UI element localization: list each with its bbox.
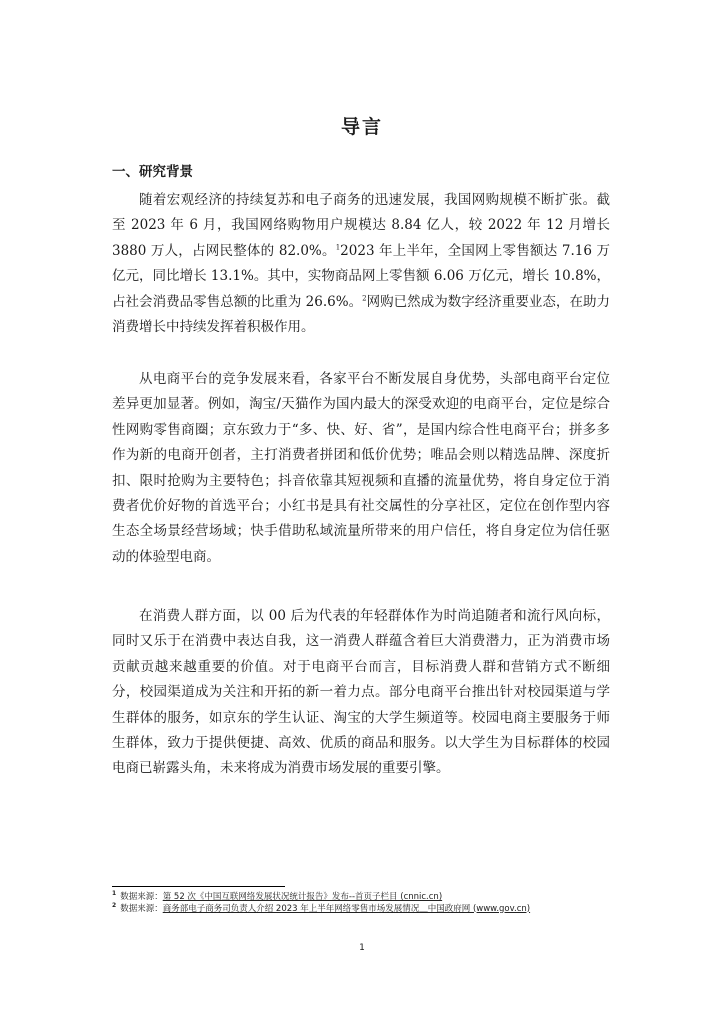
paragraph-background [112, 188, 610, 340]
footnote-ref-2[interactable]: 2 [362, 294, 367, 303]
footnote-link-gov[interactable]: 商务部电子商务司负责人介绍 2023 年上半年网络零售市场发展情况＿中国政府网 (www.gov.cn) [162, 903, 531, 914]
page-title: 导言 [340, 116, 383, 138]
footnote-number: 1 [112, 890, 117, 898]
footnote-divider [112, 886, 285, 887]
paragraph-text: 随着宏观经济的持续复苏和电子商务的迅速发展，我国网购规模不断扩张。截至 2023 年 6 月，我国网络购物用户规模达 8.84 亿人，较 2022 年 12 月增长 3880 万人，占网民整体的 82.0%。 [112, 192, 610, 259]
footnote-number: 2 [112, 901, 117, 909]
footnote-label: 数据来源： [120, 903, 163, 914]
paragraph-text: 网购已然成为数字经济重要业态，在助力消费增长中持续发挥着积极作用。 [112, 293, 610, 336]
paragraph-text: 2023 年上半年，全国网上零售额达 7.16 万亿元，同比增长 13.1%。其中，实物商品网上零售额 6.06 万亿元，增长 10.8%，占社会消费品零售总额的比重为 26.6%。 [112, 242, 610, 310]
footnote-label: 数据来源： [120, 892, 163, 902]
paragraph-platform-competition: 从电商平台的竞争发展来看，各家平台不断发展自身优势，头部电商平台定位差异更加显著。例如，淘宝/天猫作为国内最大的深受欢迎的电商平台，定位是综合性网购零售商圈；京东致力于“多、快、好、省”，是国内综合性电商平台；拼多多作为新的电商开创者，主打消费者拼团和低价优势；唯品会则以精选品牌、深度折扣、限时抢购为主要特色；抖音依靠其短视频和直播的流量优势，将自身定位于消费者优价好物的首选平台；小红书是具有社交属性的分享社区，定位在创作型内容生态全场景经营场域；快手借助私域流量所带来的用户信任，将自身定位为信任驱动的体验型电商。 [112, 371, 610, 565]
footnote-1 [112, 892, 610, 904]
footnote-ref-1[interactable]: 1 [335, 243, 341, 252]
footnote-2 [112, 901, 610, 916]
section-heading: 一、研究背景 [112, 164, 193, 180]
paragraph-consumer-groups: 在消费人群方面，以 00 后为代表的年轻群体作为时尚追随者和流行风向标，同时又乐于在消费中表达自我，这一消费人群蕴含着巨大消费潜力，正为消费市场贡献贡越来越重要的价值。对于电商平台而言，目标消费人群和营销方式不断细分，校园渠道成为关注和开拓的新一着力点。部分电商平台推出针对校园渠道与学生群体的服务，如京东的学生认证、淘宝的大学生频道等。校园电商主要服务于师生群体，致力于提供便捷、高效、优质的商品和服务。以大学生为目标群体的校园电商已崭露头角，未来将成为消费市场发展的重要引擎。 [112, 608, 610, 777]
page-number: 1 [359, 943, 365, 953]
footnotes [112, 892, 610, 915]
footnote-link-cnnic[interactable]: 第 52 次《中国互联网络发展状况统计报告》发布--首页子栏目 (cnnic.cn) [162, 892, 443, 902]
